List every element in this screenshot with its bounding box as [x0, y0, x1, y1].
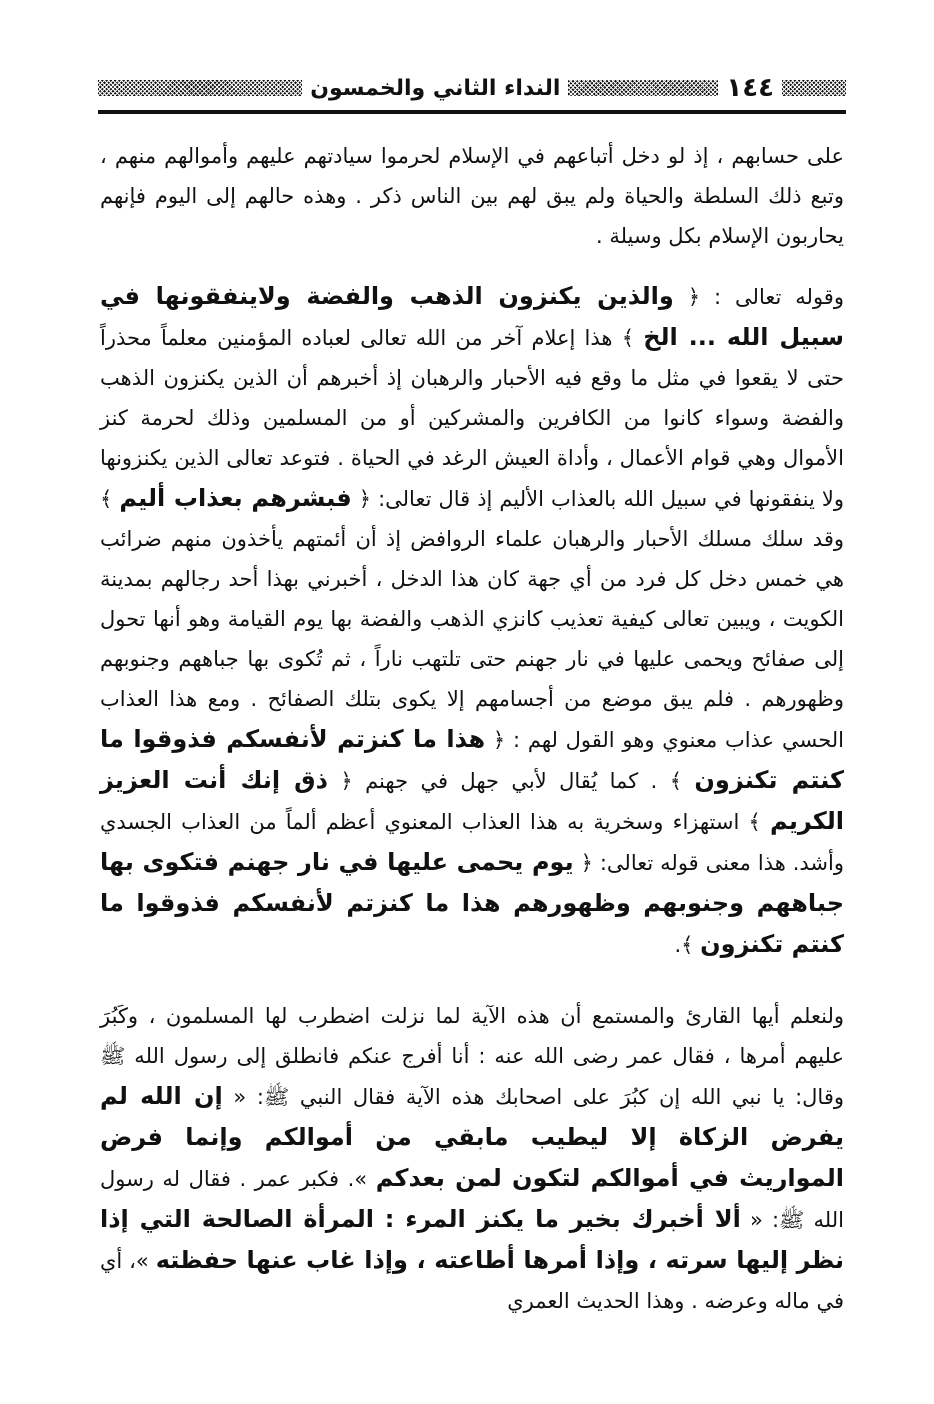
paragraph-1 — [100, 136, 844, 256]
quran-verse-3: هذا ما كنزتم لأنفسكم فذوقوا ما كنتم تكنزون — [100, 725, 844, 794]
chapter-title: النداء الثاني والخمسون — [310, 75, 561, 101]
hadith-1: إن الله لم يفرض الزكاة إلا ليطيب مابقي من أموالكم وإنما فرض المواريث في أموالكم لتكون لمن بعدكم — [100, 1082, 845, 1192]
page-number: ١٤٤ — [726, 73, 774, 103]
hadith-2: ألا أخبرك بخير ما يكنز المرء : المرأة الصالحة التي إذا نظر إليها سرته ، وإذا أمرها أطاعته ، وإذا غاب عنها حفظته — [100, 1205, 844, 1274]
paragraph-2-text-4: ﴾ استهزاء وسخرية به هذا العذاب المعنوي أعظم ألماً من العذاب الجسدي وأشد. هذا معنى قوله تعالى: ﴿ — [100, 810, 845, 875]
header-ornament-right — [782, 80, 846, 96]
paragraph-3-text-2: ». فكبر عمر . فقال له رسول الله ﷺ: « — [100, 1167, 844, 1232]
paragraph-2-text-3: ﴾ . كما يُقال لأبي جهل في جهنم ﴿ — [340, 769, 682, 793]
paragraph-2-text-5: ﴾. — [674, 933, 694, 957]
paragraph-2-text-2: ﴾ وقد سلك مسلك الأحبار والرهبان علماء الروافض إذ أن أئمتهم يأخذون منهم ضرائب هي خمس دخل كل فرد من أي جهة كان هذا الدخل ، أخبرني بهذا أحد رجالهم بمدينة الكويت ، ويبين تعالى كيفية تعذيب كانزي الذهب والفضة بها يوم القيامة وهو أنها تحول إلى صفائح ويحمى عليها في نار جهنم حتى تلتهب ناراً ، ثم تُكوى بها جباههم وجنوبهم وظهورهم . فلم يبق موضع من أجسامهم إلا يكوى بتلك الصفائح . ومع هذا العذاب الحسي عذاب معنوي وهو القول لهم : ﴿ — [100, 487, 844, 752]
paragraph-3-text-1: ولنعلم أيها القارئ والمستمع أن هذه الآية لما نزلت اضطرب لها المسلمون ، وكَبُرَ عليهم أمرها ، فقال عمر رضى الله عنه : أنا أفرج عنكم فانطلق إلى رسول الله ﷺ وقال: يا نبي الله إن كبُرَ على اصحابك هذه الآية فقال النبي ﷺ: « — [100, 1004, 844, 1109]
quran-verse-1: والذين يكنزون الذهب والفضة ولاينفقونها في سبيل الله ... الخ — [100, 282, 844, 351]
paragraph-2 — [100, 276, 844, 965]
paragraph-3 — [100, 996, 844, 1321]
paragraph-2-intro: وقوله تعالى : ﴿ — [687, 285, 844, 309]
header-ornament-left — [98, 80, 302, 96]
header-ornament-middle — [568, 80, 718, 96]
paragraph-2-text-1: ﴾ هذا إعلام آخر من الله تعالى لعباده المؤمنين معلماً محذراً حتى لا يقعوا في مثل ما وقع فيه الأحبار والرهبان إذ أخبرهم أن الذين يكنزون الذهب والفضة وسواء كانوا من الكافرين والمشركين أو من المسلمين وذلك لحرمة كنز الأموال وهي قوام الأعمال ، وأداة العيش الرغد في الحياة . فتوعد تعالى الذين يكنزونها ولا ينفقونها في سبيل الله بالعذاب الأليم إذ قال تعالى: ﴿ — [100, 326, 844, 511]
quran-verse-4: ذق إنك أنت العزيز الكريم — [100, 766, 844, 835]
quran-verse-2: فبشرهم بعذاب أليم — [119, 484, 352, 512]
quran-verse-5: يوم يحمى عليها في نار جهنم فتكوى بها جباههم وجنوبهم وظهورهم هذا ما كنزتم لأنفسكم فذوقوا ما كنتم تكنزون — [100, 848, 844, 958]
header-rule — [98, 110, 846, 114]
paragraph-1-text: على حسابهم ، إذ لو دخل أتباعهم في الإسلام لحرموا سيادتهم عليهم وأموالهم منهم ، وتبع ذلك السلطة والحياة ولم يبق لهم بين الناس ذكر . وهذه حالهم إلى اليوم فإنهم يحاربون الإسلام بكل وسيلة . — [100, 144, 844, 248]
page-header — [98, 68, 846, 108]
paragraph-3-text-3: »، أي في ماله وعرضه . وهذا الحديث العمري — [100, 1249, 844, 1313]
